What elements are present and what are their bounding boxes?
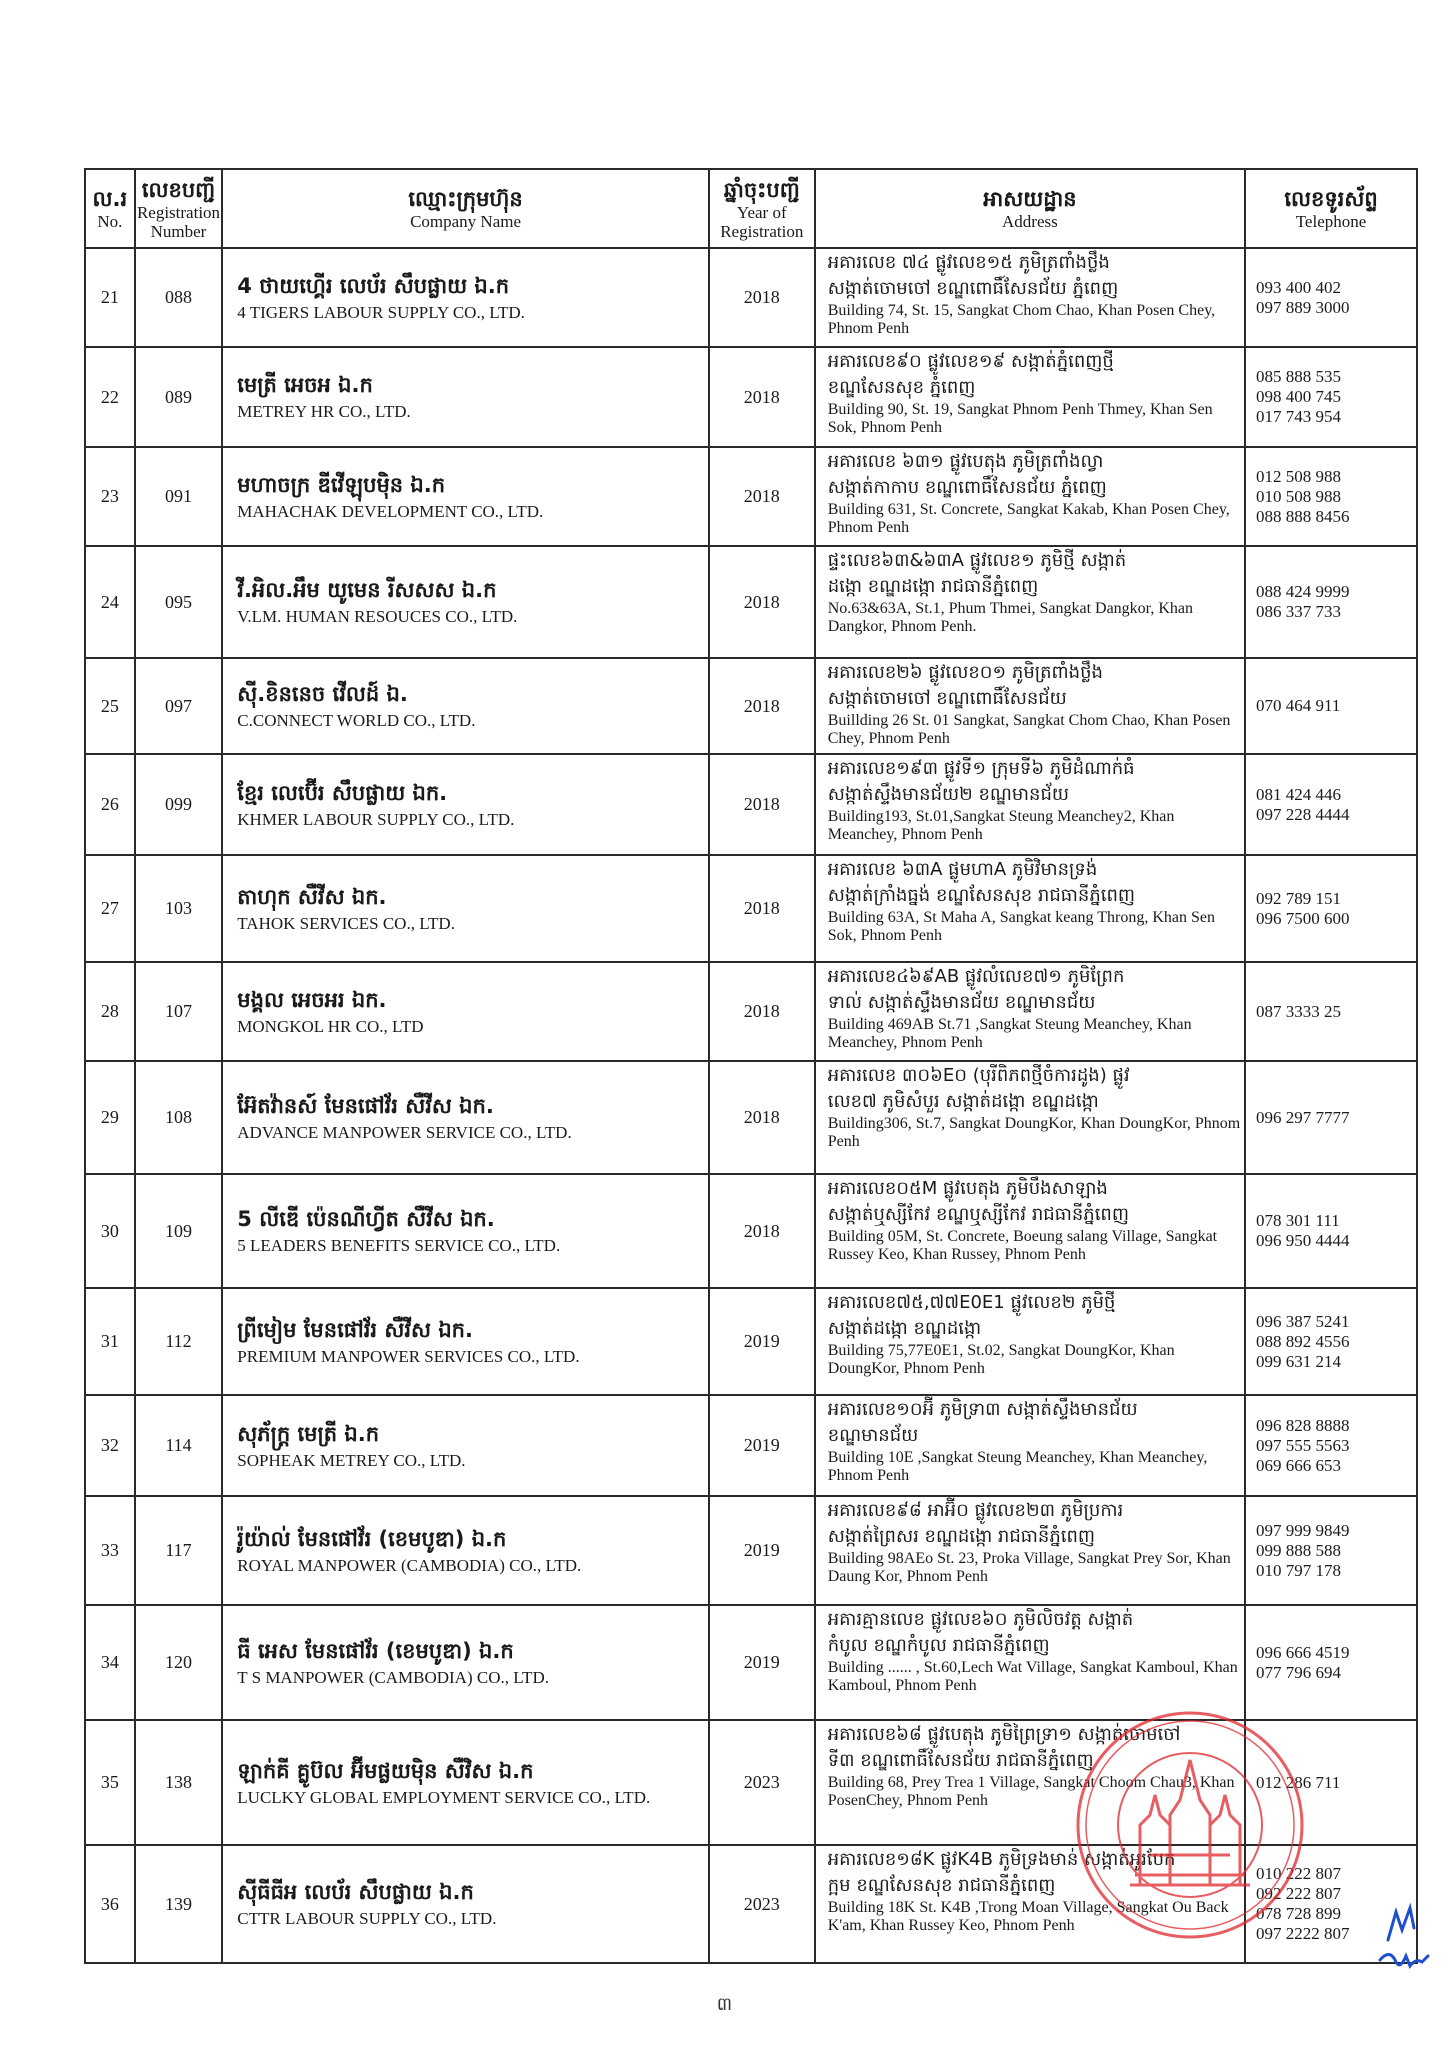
address-kh-line: អគារលេខ៤៦៩AB ផ្លូវលំលេខ៧១ ភូមិព្រែក xyxy=(827,966,1125,987)
row-number: 23 xyxy=(85,447,135,546)
telephone-number: 088 888 8456 xyxy=(1256,506,1350,526)
address-kh-line: អគារលេខ១៨K ផ្លូវK4B ភូមិទ្រងមាន់ សង្កាត់អូរបែក xyxy=(827,1849,1176,1870)
address-kh-line: សង្កាត់ព្រៃសរ ខណ្ឌដង្កោ រាជធានីភ្នំពេញ xyxy=(827,1526,1096,1547)
header-company-kh: ឈ្មោះក្រុមហ៊ុន xyxy=(408,187,523,211)
company-name-en: LUCLKY GLOBAL EMPLOYMENT SERVICE CO., LTD. xyxy=(237,1787,651,1807)
company-name-kh: មហាចក្រ ឌីវើឡុបម៉ិន ឯ.ក xyxy=(237,472,446,497)
company-name-cell xyxy=(222,1395,709,1496)
registry-table xyxy=(84,168,1418,1964)
table-row xyxy=(85,347,1417,447)
header-year xyxy=(709,169,815,248)
address-kh-line: អគារលេខ៩៨ អាអ៊ី០ ផ្លូវលេខ២៣ ភូមិប្រការ xyxy=(827,1500,1124,1521)
address-kh-line: សង្កាត់ឬស្សីកែវ ខណ្ឌឬស្សីកែវ រាជធានីភ្នំពេញ xyxy=(827,1204,1129,1225)
address-en: Building 631, St. Concrete, Sangkat Kakab, Khan Posen Chey, Phnom Penh xyxy=(827,501,1230,536)
registration-number: 107 xyxy=(135,962,223,1061)
telephone-number: 012 286 711 xyxy=(1256,1772,1341,1792)
telephone-number: 070 464 911 xyxy=(1256,696,1341,715)
address-kh-line: អគារគ្មានលេខ ផ្លូវលេខ៦០ ភូមិលិចវត្ត សង្កាត់ xyxy=(827,1609,1134,1630)
address-en: Building193, St.01,Sangkat Steung Meanchey2, Khan Meanchey, Phnom Penh xyxy=(827,808,1175,843)
telephone-number: 012 508 988 xyxy=(1256,466,1342,486)
address-cell xyxy=(815,658,1245,754)
address-cell xyxy=(815,546,1245,658)
telephone-number: 078 301 111 xyxy=(1256,1211,1340,1230)
registration-number: 114 xyxy=(135,1395,223,1496)
address-kh-line: អគារលេខ១០អ៊ី ភូមិទ្រា៣ សង្កាត់ស្ទឹងមានជ័យ xyxy=(827,1399,1138,1420)
registration-number: 089 xyxy=(135,347,223,447)
telephone-number: 097 999 9849 xyxy=(1256,1520,1350,1540)
row-number: 34 xyxy=(85,1605,135,1720)
registration-year: 2023 xyxy=(709,1845,815,1963)
registration-number: 103 xyxy=(135,855,223,962)
company-name-kh: សុភ័ក្ត្រ មេត្រី ឯ.ក xyxy=(237,1421,380,1446)
company-name-en: V.LM. HUMAN RESOUCES CO., LTD. xyxy=(237,607,518,626)
registration-year: 2023 xyxy=(709,1720,815,1845)
telephone-number: 096 666 4519 xyxy=(1256,1642,1350,1662)
telephone-cell xyxy=(1245,1174,1417,1288)
company-name-kh: ព្រីមៀម មែនផៅវ័រ សឺវីស ឯក. xyxy=(237,1317,473,1342)
address-kh-line: លេខ៧ ភូមិសំបួរ សង្កាត់ដង្កោ ខណ្ឌដង្កោ xyxy=(827,1091,1099,1112)
company-name-kh: ធី អេស មែនផៅវ័រ (ខេមបូឌា) ឯ.ក xyxy=(237,1638,514,1663)
telephone-cell xyxy=(1245,1845,1417,1963)
company-name-en: KHMER LABOUR SUPPLY CO., LTD. xyxy=(237,809,515,829)
registration-number: 139 xyxy=(135,1845,223,1963)
telephone-number: 097 2222 807 xyxy=(1256,1924,1350,1943)
telephone-number: 088 424 9999 xyxy=(1256,582,1350,601)
address-cell xyxy=(815,754,1245,855)
row-number: 29 xyxy=(85,1061,135,1174)
telephone-number: 099 631 214 xyxy=(1256,1351,1342,1371)
telephone-cell xyxy=(1245,1496,1417,1605)
table-row xyxy=(85,1845,1417,1963)
address-cell xyxy=(815,1720,1245,1845)
row-number: 25 xyxy=(85,658,135,754)
company-name-kh: មេត្រី អេចអ ឯ.ក xyxy=(237,373,373,397)
registration-year: 2019 xyxy=(709,1605,815,1720)
telephone-number: 069 666 653 xyxy=(1256,1455,1342,1475)
company-name-kh: ឡាក់គី គ្លូប៊ល អ៊ីមផ្លយម៉ិន សឺវិស ឯ.ក xyxy=(237,1758,534,1783)
address-kh-line: ទាល់ សង្កាត់ស្ទឹងមានជ័យ ខណ្ឌមានជ័យ xyxy=(827,992,1096,1013)
telephone-number: 085 888 535 xyxy=(1256,367,1342,386)
company-name-kh: ស៊ីធីធីអ លេប័រ សឹបផ្លាយ ឯ.ក xyxy=(237,1880,474,1904)
row-number: 31 xyxy=(85,1288,135,1395)
row-number: 26 xyxy=(85,754,135,855)
address-cell xyxy=(815,447,1245,546)
registration-number: 109 xyxy=(135,1174,223,1288)
address-kh-line: ផ្ទះលេខ៦៣&៦៣A ផ្លូវលេខ១ ភូមិថ្មី សង្កាត់ xyxy=(827,550,1127,571)
row-number: 35 xyxy=(85,1720,135,1845)
company-name-en: CTTR LABOUR SUPPLY CO., LTD. xyxy=(237,1909,497,1928)
company-name-kh: មង្គល អេចអរ ឯក. xyxy=(237,987,387,1012)
company-name-cell xyxy=(222,754,709,855)
company-name-en: T S MANPOWER (CAMBODIA) CO., LTD. xyxy=(237,1667,549,1687)
row-number: 30 xyxy=(85,1174,135,1288)
table-row xyxy=(85,1288,1417,1395)
registration-year: 2019 xyxy=(709,1395,815,1496)
telephone-cell xyxy=(1245,1720,1417,1845)
header-company-en: Company Name xyxy=(410,212,522,231)
company-name-cell xyxy=(222,248,709,347)
registration-number: 099 xyxy=(135,754,223,855)
table-row xyxy=(85,447,1417,546)
company-name-cell xyxy=(222,447,709,546)
header-year-kh: ឆ្នាំចុះបញ្ជី xyxy=(723,177,800,202)
company-name-cell xyxy=(222,347,709,447)
address-en: Building 75,77E0E1, St.02, Sangkat DoungKor, Khan DoungKor, Phnom Penh xyxy=(827,1342,1175,1377)
telephone-number: 096 7500 600 xyxy=(1256,908,1350,928)
telephone-number: 096 950 4444 xyxy=(1256,1231,1350,1250)
address-cell xyxy=(815,1605,1245,1720)
telephone-cell xyxy=(1245,1061,1417,1174)
company-name-cell xyxy=(222,855,709,962)
address-kh-line: អគារលេខ២៦ ផ្លូវលេខ០១ ភូមិត្រពាំងថ្លឹង xyxy=(827,662,1103,683)
registration-year: 2018 xyxy=(709,658,815,754)
address-cell xyxy=(815,962,1245,1061)
address-en: No.63&63A, St.1, Phum Thmei, Sangkat Dangkor, Khan Dangkor, Phnom Penh. xyxy=(827,600,1194,635)
telephone-number: 010 797 178 xyxy=(1256,1560,1342,1580)
address-kh-line: អគារលេខ១៩៣ ផ្លូវទី១ ក្រុមទី៦ ភូមិដំណាក់ធំ xyxy=(827,758,1135,779)
registration-number: 108 xyxy=(135,1061,223,1174)
company-name-cell xyxy=(222,1288,709,1395)
registration-year: 2018 xyxy=(709,1174,815,1288)
company-name-kh: អ៊ែតវ៉ានស៍ មែនផៅវ័រ សឺវីស ឯក. xyxy=(237,1093,494,1118)
table-body xyxy=(85,248,1417,1963)
header-registration-kh: លេខបញ្ជី xyxy=(141,177,216,202)
registration-number: 097 xyxy=(135,658,223,754)
company-name-cell xyxy=(222,1605,709,1720)
row-number: 24 xyxy=(85,546,135,658)
company-name-kh: តាហុក សឺវីស ឯក. xyxy=(237,884,387,909)
telephone-number: 087 3333 25 xyxy=(1256,1001,1342,1021)
table-row xyxy=(85,1174,1417,1288)
address-en: Building 90, St. 19, Sangkat Phnom Penh Thmey, Khan Sen Sok, Phnom Penh xyxy=(827,401,1213,436)
telephone-number: 010 508 988 xyxy=(1256,486,1342,506)
company-name-cell xyxy=(222,962,709,1061)
address-kh-line: សង្កាត់ស្ទឹងមានជ័យ២ ខណ្ឌមានជ័យ xyxy=(827,784,1070,805)
header-telephone-kh: លេខទូរស័ព្ទ xyxy=(1284,187,1378,211)
registration-year: 2018 xyxy=(709,447,815,546)
telephone-cell xyxy=(1245,1605,1417,1720)
registration-year: 2018 xyxy=(709,962,815,1061)
table-row xyxy=(85,1496,1417,1605)
table-row xyxy=(85,546,1417,658)
registration-year: 2018 xyxy=(709,855,815,962)
telephone-cell xyxy=(1245,1395,1417,1496)
telephone-number: 078 728 899 xyxy=(1256,1904,1342,1923)
company-name-kh: ខ្មែរ លេប៊ើរ សឹបផ្លាយ ឯក. xyxy=(237,780,448,805)
company-name-cell xyxy=(222,1720,709,1845)
company-name-en: MAHACHAK DEVELOPMENT CO., LTD. xyxy=(237,501,544,521)
company-name-cell xyxy=(222,1496,709,1605)
company-name-cell xyxy=(222,658,709,754)
telephone-number: 097 228 4444 xyxy=(1256,804,1350,824)
address-kh-line: សង្កាត់ចោមចៅ ខណ្ឌពោធិ៍សែនជ័យ ភ្នំពេញ xyxy=(827,278,1119,299)
address-en: Buillding 26 St. 01 Sangkat, Sangkat Chom Chao, Khan Posen Chey, Phnom Penh xyxy=(827,712,1231,747)
telephone-cell xyxy=(1245,447,1417,546)
address-kh-line: កំបូល ខណ្ឌកំបូល រាជធានីភ្នំពេញ xyxy=(827,1635,1050,1656)
company-name-en: SOPHEAK METREY CO., LTD. xyxy=(237,1450,466,1470)
header-year-en: Year of Registration xyxy=(720,202,804,241)
row-number: 36 xyxy=(85,1845,135,1963)
address-en: Building 68, Prey Trea 1 Village, Sangkat Choom Chau3, Khan PosenChey, Phnom Penh xyxy=(827,1774,1235,1809)
header-address-kh: អាសយដ្ឋាន xyxy=(983,187,1077,211)
telephone-cell xyxy=(1245,347,1417,447)
registration-number: 112 xyxy=(135,1288,223,1395)
registration-year: 2019 xyxy=(709,1288,815,1395)
telephone-number: 092 222 807 xyxy=(1256,1884,1342,1903)
telephone-number: 097 555 5563 xyxy=(1256,1435,1350,1455)
telephone-cell xyxy=(1245,1288,1417,1395)
address-kh-line: សង្កាត់ដង្កោ ខណ្ឌដង្កោ xyxy=(827,1318,982,1339)
header-no-en: No. xyxy=(97,212,123,231)
table-header-row xyxy=(85,169,1417,248)
telephone-cell xyxy=(1245,962,1417,1061)
address-kh-line: អគារលេខ ៧៤ ផ្លូវលេខ១៥ ភូមិត្រពាំងថ្លឹង xyxy=(827,252,1110,273)
header-registration-number xyxy=(135,169,223,248)
company-name-en: METREY HR CO., LTD. xyxy=(237,402,411,421)
company-name-cell xyxy=(222,546,709,658)
table-row xyxy=(85,248,1417,347)
telephone-number: 097 889 3000 xyxy=(1256,297,1350,317)
telephone-cell xyxy=(1245,658,1417,754)
address-cell xyxy=(815,1395,1245,1496)
address-en: Building ...... , St.60,Lech Wat Village, Sangkat Kamboul, Khan Kamboul, Phnom Penh xyxy=(827,1659,1238,1694)
address-cell xyxy=(815,347,1245,447)
address-kh-line: ក្អម ខណ្ឌសែនសុខ រាជធានីភ្នំពេញ xyxy=(827,1875,1056,1896)
address-kh-line: អគារលេខ៧៥,៧៧E0E1 ផ្លូវលេខ២ ភូមិថ្មី xyxy=(827,1292,1116,1313)
company-name-en: 4 TIGERS LABOUR SUPPLY CO., LTD. xyxy=(237,302,525,322)
header-company-name xyxy=(222,169,709,248)
address-kh-line: ទី៣ ខណ្ឌពោធិ៍សែនជ័យ រាជធានីភ្នំពេញ xyxy=(827,1750,1094,1771)
address-cell xyxy=(815,1288,1245,1395)
telephone-number: 096 828 8888 xyxy=(1256,1415,1350,1435)
address-kh-line: អគារលេខ៦៨ ផ្លូវបេតុង ភូមិព្រៃទ្រា១ សង្កាត់ចោមចៅ xyxy=(827,1724,1181,1745)
telephone-cell xyxy=(1245,754,1417,855)
company-name-en: C.CONNECT WORLD CO., LTD. xyxy=(237,711,476,730)
registration-year: 2018 xyxy=(709,1061,815,1174)
telephone-number: 010 222 807 xyxy=(1256,1864,1342,1883)
registration-number: 138 xyxy=(135,1720,223,1845)
address-kh-line: អគារលេខ០៥M ផ្លូវបេតុង ភូមិបឹងសាឡាង xyxy=(827,1178,1108,1199)
address-en: Building 05M, St. Concrete, Boeung salang Village, Sangkat Russey Keo, Khan Russey, Phnom Penh xyxy=(827,1228,1218,1263)
registration-year: 2018 xyxy=(709,754,815,855)
table-row xyxy=(85,1720,1417,1845)
header-address xyxy=(815,169,1245,248)
address-kh-line: ដង្កោ ខណ្ឌដង្កោ រាជធានីភ្នំពេញ xyxy=(827,576,1039,597)
address-cell xyxy=(815,248,1245,347)
header-no xyxy=(85,169,135,248)
telephone-cell xyxy=(1245,248,1417,347)
table-row xyxy=(85,754,1417,855)
address-en: Building 98AEo St. 23, Proka Village, Sangkat Prey Sor, Khan Daung Kor, Phnom Penh xyxy=(827,1550,1231,1585)
table-row xyxy=(85,1395,1417,1496)
table-row xyxy=(85,855,1417,962)
row-number: 28 xyxy=(85,962,135,1061)
address-kh-line: សង្កាត់ក្រាំងធ្នង់ ខណ្ឌសែនសុខ រាជធានីភ្នំពេញ xyxy=(827,885,1136,906)
table-row xyxy=(85,658,1417,754)
row-number: 22 xyxy=(85,347,135,447)
registration-number: 120 xyxy=(135,1605,223,1720)
address-en: Building 63A, St Maha A, Sangkat keang Throng, Khan Sen Sok, Phnom Penh xyxy=(827,909,1215,944)
address-en: Building 469AB St.71 ,Sangkat Steung Meanchey, Khan Meanchey, Phnom Penh xyxy=(827,1016,1192,1051)
registration-number: 095 xyxy=(135,546,223,658)
address-kh-line: អគារលេខ ៦៣១ ផ្លូវបេតុង ភូមិត្រពាំងល្វា xyxy=(827,451,1104,472)
header-telephone-en: Telephone xyxy=(1295,212,1367,231)
registration-number: 091 xyxy=(135,447,223,546)
telephone-number: 099 888 588 xyxy=(1256,1540,1342,1560)
address-en: Building 18K St. K4B ,Trong Moan Village, Sangkat Ou Back K'am, Khan Russey Keo, Phnom Penh xyxy=(827,1899,1229,1934)
company-name-kh: រ៉ូយ៉ាល់ មែនផៅវ័រ (ខេមបូឌា) ឯ.ក xyxy=(237,1526,507,1551)
address-kh-line: អគារលេខ ៦៣A ផ្លូមហាA ភូមិវិមានទ្រង់ xyxy=(827,859,1098,880)
address-cell xyxy=(815,1061,1245,1174)
telephone-cell xyxy=(1245,855,1417,962)
telephone-number: 096 297 7777 xyxy=(1256,1107,1350,1127)
company-name-kh: វី.អិល.អឹម យូមេន រីសសស ឯ.ក xyxy=(237,578,497,602)
registration-number: 117 xyxy=(135,1496,223,1605)
address-cell xyxy=(815,1845,1245,1963)
table-row xyxy=(85,1061,1417,1174)
header-address-en: Address xyxy=(1002,212,1058,231)
row-number: 27 xyxy=(85,855,135,962)
telephone-number: 017 743 954 xyxy=(1256,407,1342,426)
table-row xyxy=(85,962,1417,1061)
telephone-cell xyxy=(1245,546,1417,658)
telephone-number: 081 424 446 xyxy=(1256,784,1342,804)
telephone-number: 086 337 733 xyxy=(1256,602,1342,621)
company-name-kh: 5 លីឌើ ប៉េនណីហ្វីត សឺវីស ឯក. xyxy=(237,1207,495,1231)
telephone-number: 096 387 5241 xyxy=(1256,1311,1350,1331)
company-name-kh: ស៊ី.ខិននេច វើលដ៍ ឯ. xyxy=(237,682,408,706)
telephone-number: 093 400 402 xyxy=(1256,277,1342,297)
company-name-cell xyxy=(222,1061,709,1174)
company-name-en: 5 LEADERS BENEFITS SERVICE CO., LTD. xyxy=(237,1236,561,1255)
telephone-number: 092 789 151 xyxy=(1256,888,1342,908)
registration-year: 2018 xyxy=(709,347,815,447)
address-kh-line: ខណ្ឌមានជ័យ xyxy=(827,1425,919,1446)
company-name-en: ROYAL MANPOWER (CAMBODIA) CO., LTD. xyxy=(237,1555,582,1575)
company-name-en: TAHOK SERVICES CO., LTD. xyxy=(237,913,455,933)
row-number: 33 xyxy=(85,1496,135,1605)
company-name-kh: 4 ថាយហ្គើរ លេប័រ សឹបផ្លាយ ឯ.ក xyxy=(237,273,510,298)
page-number: ៣ xyxy=(716,1994,733,2015)
company-name-en: PREMIUM MANPOWER SERVICES CO., LTD. xyxy=(237,1346,580,1366)
address-cell xyxy=(815,855,1245,962)
telephone-number: 098 400 745 xyxy=(1256,387,1342,406)
address-kh-line: សង្កាត់ចោមចៅ ខណ្ឌពោធិ៍សែនជ័យ xyxy=(827,688,1067,709)
row-number: 32 xyxy=(85,1395,135,1496)
row-number: 21 xyxy=(85,248,135,347)
company-name-en: MONGKOL HR CO., LTD xyxy=(237,1016,424,1036)
header-no-kh: ល.រ xyxy=(92,187,128,211)
registration-year: 2018 xyxy=(709,248,815,347)
address-en: Building 10E ,Sangkat Steung Meanchey, Khan Meanchey, Phnom Penh xyxy=(827,1449,1208,1484)
address-kh-line: សង្កាត់កាកាប ខណ្ឌពោធិ៍សែនជ័យ ភ្នំពេញ xyxy=(827,477,1107,498)
address-cell xyxy=(815,1496,1245,1605)
address-kh-line: ខណ្ឌសែនសុខ ភ្នំពេញ xyxy=(827,377,976,398)
telephone-number: 077 796 694 xyxy=(1256,1662,1342,1682)
company-name-cell xyxy=(222,1174,709,1288)
company-name-cell xyxy=(222,1845,709,1963)
address-kh-line: អគារលេខ៩០ ផ្លូវលេខ១៩ សង្កាត់ភ្នំពេញថ្មី xyxy=(827,351,1114,372)
header-registration-en: Registration Number xyxy=(136,202,221,241)
address-cell xyxy=(815,1174,1245,1288)
registration-number: 088 xyxy=(135,248,223,347)
header-telephone xyxy=(1245,169,1417,248)
company-name-en: ADVANCE MANPOWER SERVICE CO., LTD. xyxy=(237,1122,572,1142)
telephone-number: 088 892 4556 xyxy=(1256,1331,1350,1351)
address-en: Building306, St.7, Sangkat DoungKor, Khan DoungKor, Phnom Penh xyxy=(827,1115,1241,1150)
registration-year: 2018 xyxy=(709,546,815,658)
address-en: Building 74, St. 15, Sangkat Chom Chao, Khan Posen Chey, Phnom Penh xyxy=(827,302,1216,337)
table-row xyxy=(85,1605,1417,1720)
registration-year: 2019 xyxy=(709,1496,815,1605)
address-kh-line: អគារលេខ ៣០៦E០ (បុរីពិភពថ្មីចំការដូង) ផ្លូវ xyxy=(827,1065,1130,1086)
